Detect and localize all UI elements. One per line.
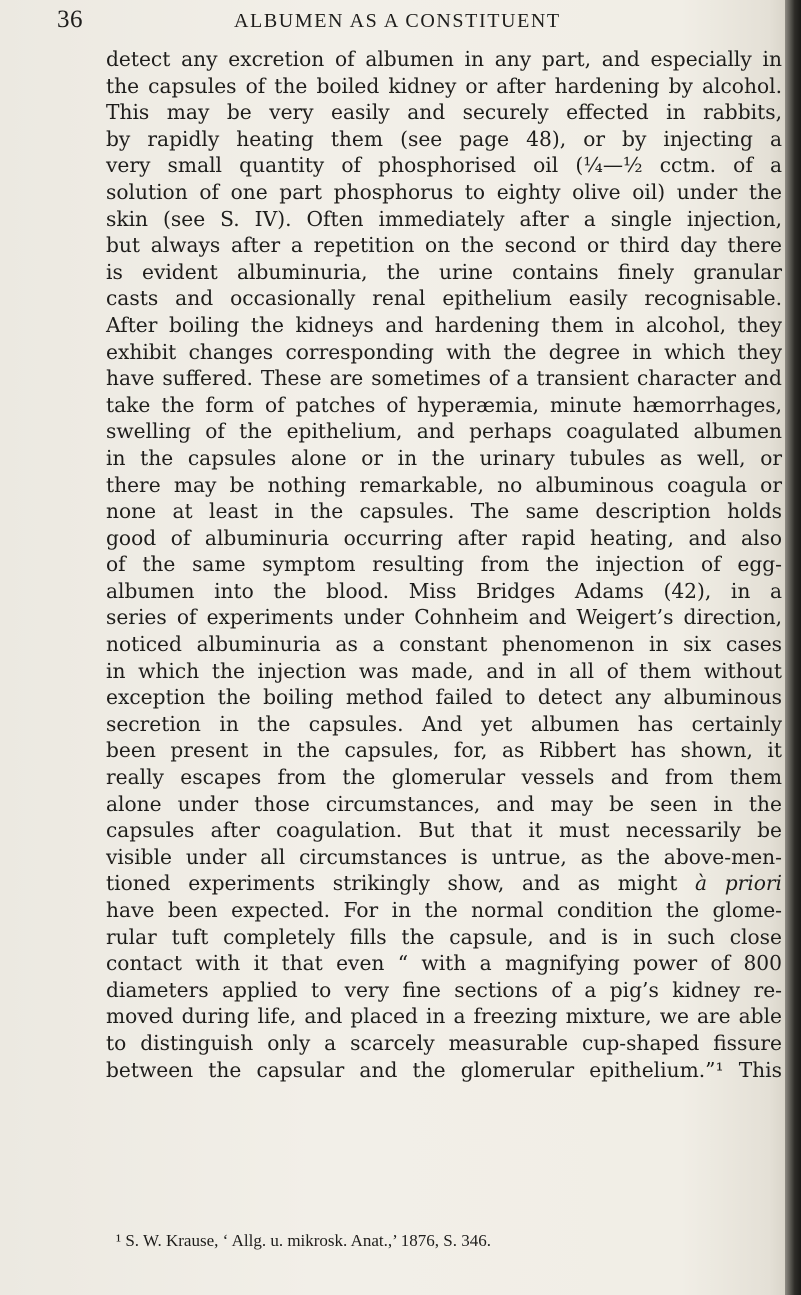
text-line: exception the boiling method failed to detect any albuminous [106,685,782,710]
text-line: the capsules of the boiled kidney or after hardening by alcohol. [106,73,782,98]
text-line: moved during life, and placed in a freezing mixture, we are able [106,1004,782,1029]
italic-phrase: à priori [695,871,782,896]
text-line: noticed albuminuria as a constant phenomenon in six cases [106,632,782,657]
footnote: ¹ S. W. Krause, ‘ Allg. u. mikrosk. Anat.,’ 1876, S. 346. [116,1231,492,1250]
body-text [106,46,782,1083]
text-line: have been expected. For in the normal condition the glome- [106,898,782,922]
text-line: take the form of patches of hyperæmia, minute hæmorrhages, [106,392,782,417]
text-line: detect any excretion of albumen in any part, and especially in [106,47,782,71]
text-line: casts and occasionally renal epithelium easily recognisable. [106,286,782,311]
text-line: swelling of the epithelium, and perhaps coagulated albumen [106,419,782,444]
page-number: 36 [57,6,83,33]
text-line: by rapidly heating them (see page 48), or by injecting a [106,126,782,151]
text-line: secretion in the capsules. And yet albumen has certainly [106,711,782,736]
text-line: tioned experiments strikingly show, and as might à priori [106,871,782,896]
text-line: but always after a repetition on the second or third day there [106,233,782,258]
text-line: diameters applied to very fine sections of a pig’s kidney re- [106,977,782,1002]
text-line: skin (see S. IV). Often immediately after a single injection, [106,206,782,231]
text-line: After boiling the kidneys and hardening them in alcohol, they [106,312,782,337]
running-head: ALBUMEN AS A CONSTITUENT [234,10,561,32]
text-line: to distinguish only a scarcely measurable cup-shaped fissure [106,1030,782,1055]
text-line: in the capsules alone or in the urinary tubules as well, or [106,445,782,470]
text-line: really escapes from the glomerular vessels and from them [106,765,782,790]
text-line: capsules after coagulation. But that it must necessarily be [106,818,782,843]
text-line: none at least in the capsules. The same description holds [106,499,782,524]
text-line: in which the injection was made, and in all of them without [106,658,782,683]
text-line: visible under all circumstances is untrue, as the above-men- [106,844,782,869]
text-line: rular tuft completely fills the capsule, and is in such close [106,924,782,949]
text-line: of the same symptom resulting from the injection of egg- [106,552,782,577]
page-edge-shadow [785,0,801,1295]
text-line: exhibit changes corresponding with the degree in which they [106,339,782,364]
text-line: is evident albuminuria, the urine contains finely granular [106,259,782,284]
text-line: between the capsular and the glomerular epithelium.”¹ This [106,1057,782,1082]
text-line: This may be very easily and securely effected in rabbits, [106,100,782,125]
text-line: have suffered. These are sometimes of a transient character and [106,366,782,391]
text-line: there may be nothing remarkable, no albuminous coagula or [106,472,782,497]
text-line: contact with it that even “ with a magnifying power of 800 [106,951,782,976]
text-line: very small quantity of phosphorised oil (¼—½ cctm. of a [106,153,782,178]
text-line: alone under those circumstances, and may be seen in the [106,791,782,816]
text-line: been present in the capsules, for, as Ribbert has shown, it [106,738,782,763]
text-line: good of albuminuria occurring after rapid heating, and also [106,525,782,550]
text-line: series of experiments under Cohnheim and Weigert’s direction, [106,605,782,630]
text-line: solution of one part phosphorus to eighty olive oil) under the [106,179,782,204]
text-line: albumen into the blood. Miss Bridges Adams (42), in a [106,578,782,603]
